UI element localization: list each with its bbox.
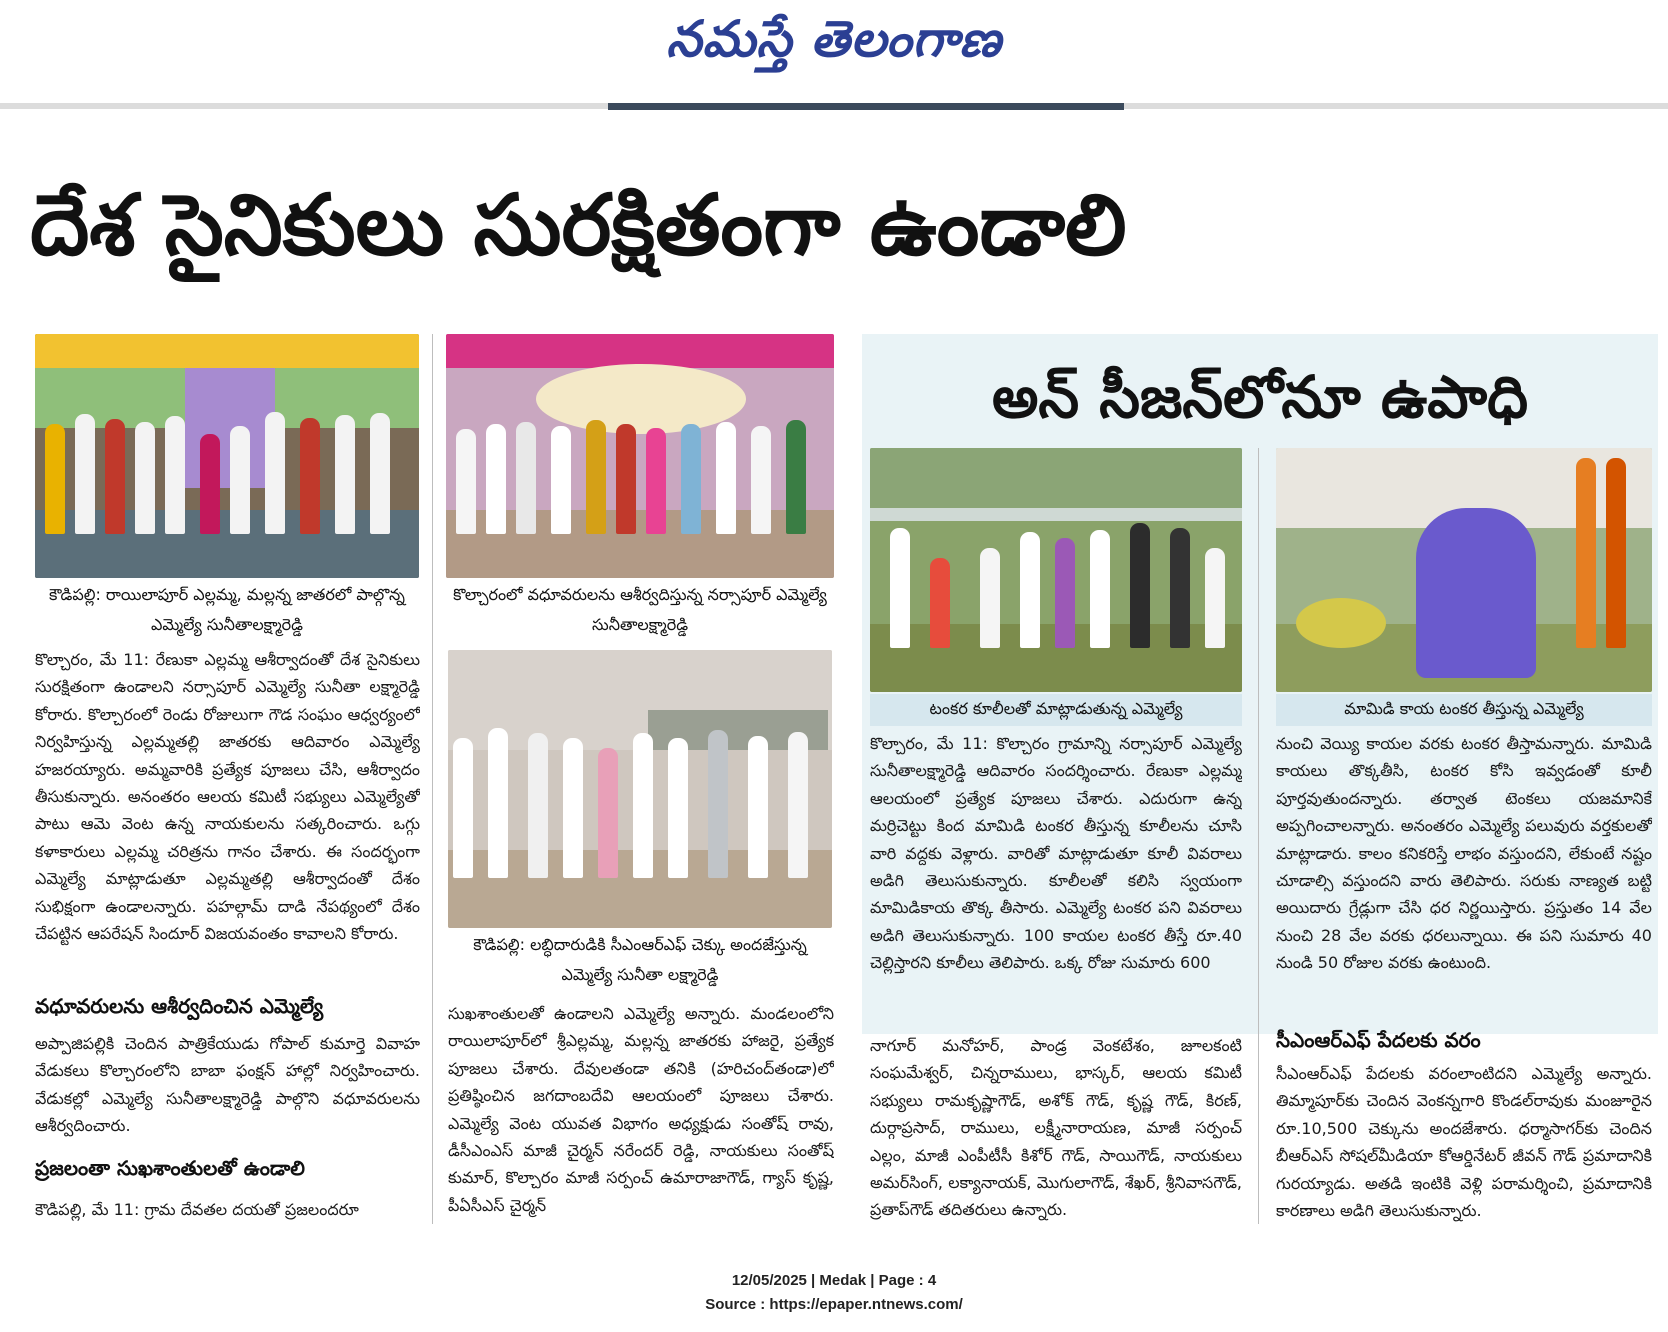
column-divider xyxy=(432,334,433,1224)
masthead-logo: నమస్తే తెలంగాణ xyxy=(666,10,1002,68)
left-article-body3 xyxy=(35,1196,420,1224)
left-subhead-wedding: వధూవరులను ఆశీర్వదించిన ఎమ్మెల్యే xyxy=(35,994,324,1018)
column-divider-side xyxy=(1258,448,1259,1224)
left-subhead-peace: ప్రజలంతా సుఖశాంతులతో ఉండాలి xyxy=(35,1156,305,1180)
photo5-caption: మామిడి కాయ టంకర తీస్తున్న ఎమ్మెల్యే xyxy=(1276,694,1652,726)
masthead-accent-rule xyxy=(608,103,1124,110)
left-body3-text: కౌడిపల్లి, మే 11: గ్రామ దేవతల దయతో ప్రజలందరూ xyxy=(35,1200,359,1219)
photo-temple-festival xyxy=(35,334,419,578)
side-col2-text: నుంచి వెయ్యి కాయల వరకు టంకర తీస్తామన్నారు. మామిడి కాయలు తొక్కతీసి, టంకర కోసి ఇవ్వడంతో కూలీ పూర్తవుతుందన్నారు. తర్వాత టెంకలు యజమానికే అప్పగించాలన్నారు. అనంతరం ఎమ్మెల్యే పలువురు వర్తకులతో మాట్లాడారు. కాలం కనికరిస్తే లాభం వస్తుందని, లేకుంటే నష్టం చూడాల్సి వస్తుందని వారు తెలిపారు. సరుకు నాణ్యత బట్టి అయిదారు గ్రేడ్లుగా చేసి ధర నిర్ణయిస్తారు. ప్రస్తుతం 14 వేల నుంచి 28 వేల వరకు ధరలున్నాయి. ఈ పని సుమారు 40 నుండి 50 రోజుల వరకు ఉంటుంది. xyxy=(1276,734,1652,973)
footer-source-link[interactable]: Source : https://epaper.ntnews.com/ xyxy=(705,1296,963,1313)
photo-mla-peeling-mango xyxy=(1276,448,1652,692)
left-body-text: కొల్చారం, మే 11: రేణుకా ఎల్లమ్మ ఆశీర్వాదంతో దేశ సైనికులు సురక్షితంగా ఉండాలని నర్సాపూర్ ఎమ్మెల్యే సునీతా లక్ష్మారెడ్డి కోరారు. కొల్చారంలో రెండు రోజులుగా గౌడ సంఘం ఆధ్వర్యంలో నిర్వహిస్తున్న ఎల్లమ్మతల్లి జాతరకు ఆదివారం ఎమ్మెల్యే హజరయ్యారు. అమ్మవారికి ప్రత్యేక పూజలు చేసి, ఆశీర్వాదం తీసుకున్నారు. అనంతరం ఆలయ కమిటీ సభ్యులు ఎమ్మెల్యేతో పాటు ఆమె వెంట ఉన్న నాయకులను సత్కరించారు. ఒగ్గు కళాకారులు ఎల్లమ్మ చరిత్రను గానం చేశారు. ఈ సందర్భంగా ఎమ్మెల్యే మాట్లాడుతూ ఎల్లమ్మతల్లి ఆశీర్వాదంతో దేశం సుభిక్షంగా ఉండాలన్నారు. పహల్గామ్ దాడి నేపథ్యంలో దేశం చేపట్టిన ఆపరేషన్ సిందూర్ విజయవంతం కావాలని కోరారు. xyxy=(35,650,420,944)
left-body2-text: అప్పాజిపల్లికి చెందిన పాత్రికేయుడు గోపాల్ కుమార్తె వివాహ వేడుకలు కొల్చారంలోని బాబా ఫంక్షన్ హాల్లో నిర్వహించారు. వేడుకల్లో ఎమ్మెల్యే సునీతాలక్ష్మారెడ్డి పాల్గొని వధూవరులను ఆశీర్వదించారు. xyxy=(35,1034,420,1136)
footer-date-line: 12/05/2025 | Medak | Page : 4 xyxy=(731,1272,937,1289)
left-article-body2 xyxy=(35,1030,420,1142)
side-article-col1-cont xyxy=(870,1032,1242,1224)
side-headline: అన్ సీజన్‌లోనూ ఉపాధి xyxy=(991,363,1529,431)
side-article-col2-cont xyxy=(1276,1060,1652,1224)
middle-body-text: సుఖశాంతులతో ఉండాలని ఎమ్మెల్యే అన్నారు. మండలంలోని రాయిలాపూర్‌లో శ్రీఎల్లమ్మ, మల్లన్న జాతరకు హాజరై, ప్రత్యేక పూజలు చేశారు. దేవులతండా తనికి (హరిచంద్‌తండా)లో ప్రతిష్ఠించిన జగదాంబదేవి ఆలయంలో పూజలు చేశారు. ఎమ్మెల్యే వెంట యువత విభాగం అధ్యక్షుడు సంతోష్ రావు, డీసీఎంఎస్ మాజీ చైర్మన్ నరేందర్ రెడ్డి, నాయకులు సంతోష్ కుమార్, కొల్చారం మాజీ సర్పంచ్ ఉమారాజాగౌడ్, గ్యాస్ కృష్ణ, పీఏసీఎస్ చైర్మన్ xyxy=(448,1004,834,1215)
masthead xyxy=(0,0,1668,100)
side-col1-text: కొల్చారం, మే 11: కొల్చారం గ్రామాన్ని నర్సాపూర్ ఎమ్మెల్యే సునీతాలక్ష్మారెడ్డి ఆదివారం సందర్శించారు. రేణుకా ఎల్లమ్మ ఆలయంలో ప్రత్యేక పూజలు చేశారు. ఎదురుగా ఉన్న మర్రిచెట్టు కింద మామిడి టంకర తీస్తున్న కూలీలను చూసి వారి వద్దకు వెళ్లారు. వారితో మాట్లాడుతూ కూలీ వివరాలు అడిగి తెలుసుకున్నారు. కూలీలతో కలిసి స్వయంగా మామిడికాయ తొక్క తీసారు. ఎమ్మెల్యే టంకర పని వివరాలు అడిగి తెలుసుకున్నారు. 100 కాయల టంకర తీస్తే రూ.40 చెల్లిస్తారని కూలీలు తెలిపారు. ఒక్క రోజు సుమారు 600 xyxy=(870,734,1242,973)
side-col1-cont-text: నాగూర్ మనోహర్, పాండ్ర వెంకటేశం, జూలకంటి సంఘమేశ్వర్, చిన్నరాములు, భాస్కర్, ఆలయ కమిటీ సభ్యులు రామకృష్ణాగౌడ్, అశోక్ గౌడ్, కృష్ణ గౌడ్, కిరణ్, దుర్గాప్రసాద్, రాములు, లక్ష్మీనారాయణ, మాజీ సర్పంచ్ ఎల్లం, మాజీ ఎంపీటీసీ కిశోర్ గౌడ్, సాయిగౌడ్, నాయకులు అమర్‌సింగ్, లక్యానాయక్, మొగులాగౌడ్, శేఖర్, శ్రీనివాసగౌడ్, ప్రతాప్‌గౌడ్ తదితరులు ఉన్నారు. xyxy=(870,1036,1242,1220)
left-article-body xyxy=(35,646,420,976)
photo1-caption: కౌడిపల్లి: రాయిలాపూర్ ఎల్లమ్మ, మల్లన్న జాతరలో పాల్గొన్న ఎమ్మెల్యే సునీతాలక్ష్మారెడ్డి xyxy=(49,585,405,634)
photo3-caption: కౌడిపల్లి: లబ్ధిదారుడికి సీఎంఆర్ఎఫ్ చెక్కు అందజేస్తున్న ఎమ్మెల్యే సునీతా లక్ష్మారెడ్డి xyxy=(473,935,807,984)
side-article-col1 xyxy=(870,730,1242,1016)
main-headline: దేశ సైనికులు సురక్షితంగా ఉండాలి xyxy=(30,176,1127,274)
photo-wedding xyxy=(446,334,834,578)
middle-article-body xyxy=(448,1000,834,1224)
side-col2-cont-text: సీఎంఆర్ఎఫ్ పేదలకు వరంలాంటిదని ఎమ్మెల్యే అన్నారు. తిమ్మాపూర్‌కు చెందిన వెంకన్నగారి కొండల్‌రావుకు మంజూరైన రూ.10,500 చెక్కును అందజేశారు. ధర్మాసాగర్‌కు చెందిన బీఆర్ఎస్ సోషల్‌మీడియా కోఆర్డినేటర్ జీవన్ గౌడ్ ప్రమాదానికి గురయ్యాడు. అతడి ఇంటికి వెళ్లి పరామర్శించి, ప్రమాదానికి కారణాలు అడిగి తెలుసుకున్నారు. xyxy=(1276,1064,1652,1221)
side-subhead-cmrf: సీఎంఆర్ఎఫ్ పేదలకు వరం xyxy=(1276,1028,1481,1052)
photo-mla-with-workers xyxy=(870,448,1242,692)
photo4-caption: టంకర కూలీలతో మాట్లాడుతున్న ఎమ్మెల్యే xyxy=(870,694,1242,726)
photo2-caption: కొల్చారంలో వధూవరులను ఆశీర్వదిస్తున్న నర్సాపూర్ ఎమ్మెల్యే సునీతాలక్ష్మారెడ్డి xyxy=(453,585,827,634)
photo-cheque-distribution xyxy=(448,650,832,928)
side-article-col2 xyxy=(1276,730,1652,1016)
